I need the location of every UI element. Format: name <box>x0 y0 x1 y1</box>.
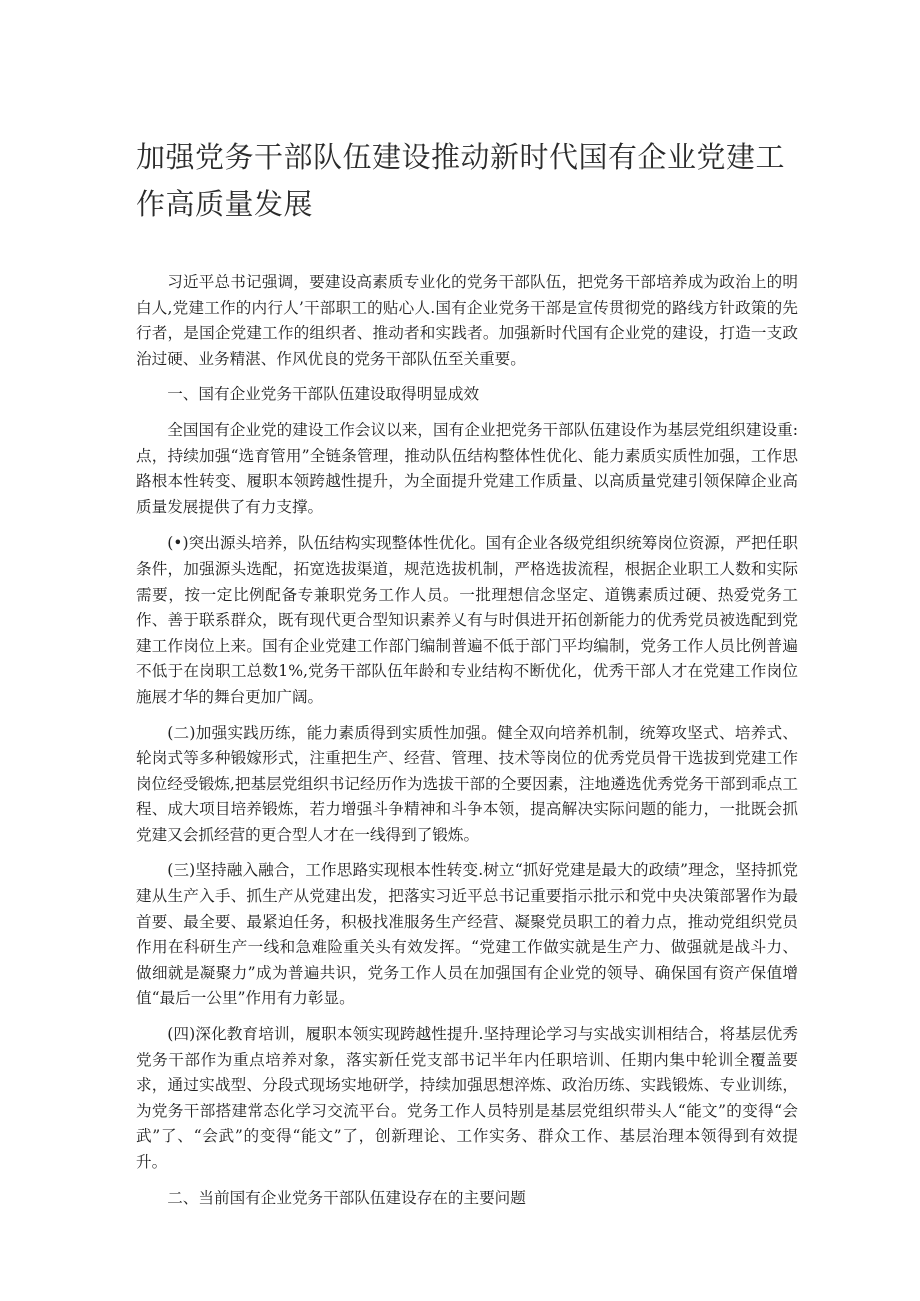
subsection-3-paragraph: (三)坚持融入融合，工作思路实现根本性转变.树立“抓好党建是最大的政绩”理念，坚持抓党建从生产入手、抓生产从党建出发，把落实习近平总书记重要指示批示和党中央决策部署作为最首要、最全要、最紧迫任务，积极找准服务生产经营、凝聚党员职工的着力点，推动党组织党员作用在科研生产一线和急难险重关头有效发挥。“党建工作做实就是生产力、做强就是战斗力、做细就是凝聚力”成为普遍共识，党务工作人员在加强国有企业党的领导、确保国有资产保值增值“最后一公里”作用有力彰显。 <box>136 861 798 1008</box>
section-heading-2: 二、当前国有企业党务干部队伍建设存在的主要问题 <box>167 1188 526 1207</box>
document-title: 加强党务干部队伍建设推动新时代国有企业党建工作高质量发展 <box>136 140 786 221</box>
subsection-2-paragraph: (二)加强实践历练，能力素质得到实质性加强。健全双向培养机制，统筹攻坚式、培养式、轮岗式等多种锻嫁形式，注重把生产、经营、管理、技术等岗位的优秀党员骨干选拔到党建工作岗位经受锻炼,把基层党组织书记经历作为选拔干部的仝要因素，注地遴选优秀党务干部到乖点工程、成大项目培养锻炼，若力增强斗争精神和斗争本领，提高解决实际问题的能力，一批既会抓党建又会抓经营的更合型人才在一线得到了锻炼。 <box>136 723 798 844</box>
intro-paragraph: 习近平总书记强调，要建设高素质专业化的党务干部队伍，把党务干部培养成为政治上的明白人,党建工作的内行人’干部职工的贴心人.国有企业党务干部是宣传贯彻党的路线方针政策的先行者，是国企党建工作的组织者、推动者和实践者。加强新时代国有企业党的建设，打造一支政治过硬、业务精湛、作风优良的党务干部队伍至关重要。 <box>136 273 798 368</box>
section-heading-1: 一、国有企业党务干部队伍建设取得明显成效 <box>167 385 480 404</box>
subsection-4-paragraph: (四)深化教育培训，履职本领实现跨越性提升.坚持理论学习与实战实训相结合，将基层优秀党务干部作为重点培养对象，落实新任党支部书记半年内任职培训、任期内集中轮训全覆盖要求，通过实战型、分段式现场实地研学，持续加强思想淬炼、政治历练、实践锻炼、专业训练，为党务干部搭建常态化学习交流平台。党务工作人员特别是基层党组织带头人“能文”的变得“会武”了、“会武”的变得“能文”了，创新理论、工作实务、群众工作、基层治理本领得到有效提升。 <box>136 1025 798 1171</box>
section-1-paragraph: 全国国有企业党的建设工作会议以来，国有企业把党务干部队伍建设作为基层党组织建设重:点，持续加强“选育管用”全链条管理，推动队伍结构整体性优化、能力素质实质性加强，工作思路根本性转变、履职本领跨越性提升，为全面提升党建工作质量、以高质量党建引领保障企业高质量发展提供了有力支撑。 <box>136 420 798 516</box>
subsection-1-paragraph: (•)突出源头培养，队伍结构实现整体性优化。国有企业各级党组织统筹岗位资源，严把任职条件，加强源头选配，拓宽选拔渠道，规范选拔机制，严格选拔流程，根据企业职工人数和实际需要，按一定比例配备专兼职党务工作人员。一批理想信念坚定、道镌素质过硬、热爱党务工作、善于联系群众，既有现代更合型知识素养乂有与时俱进开拓创新能力的优秀党员被选配到党建工作岗位上来。国有企业党建工作部门编制普遍不低于部门平均编制，党务工作人员比例普遍不低于在岗职工总数1%,党务干部队伍年龄和专业结构不断优化，优秀干部人才在党建工作岗位施展才华的舞台更加广阔。 <box>136 534 798 706</box>
document-body <box>136 270 798 1221</box>
